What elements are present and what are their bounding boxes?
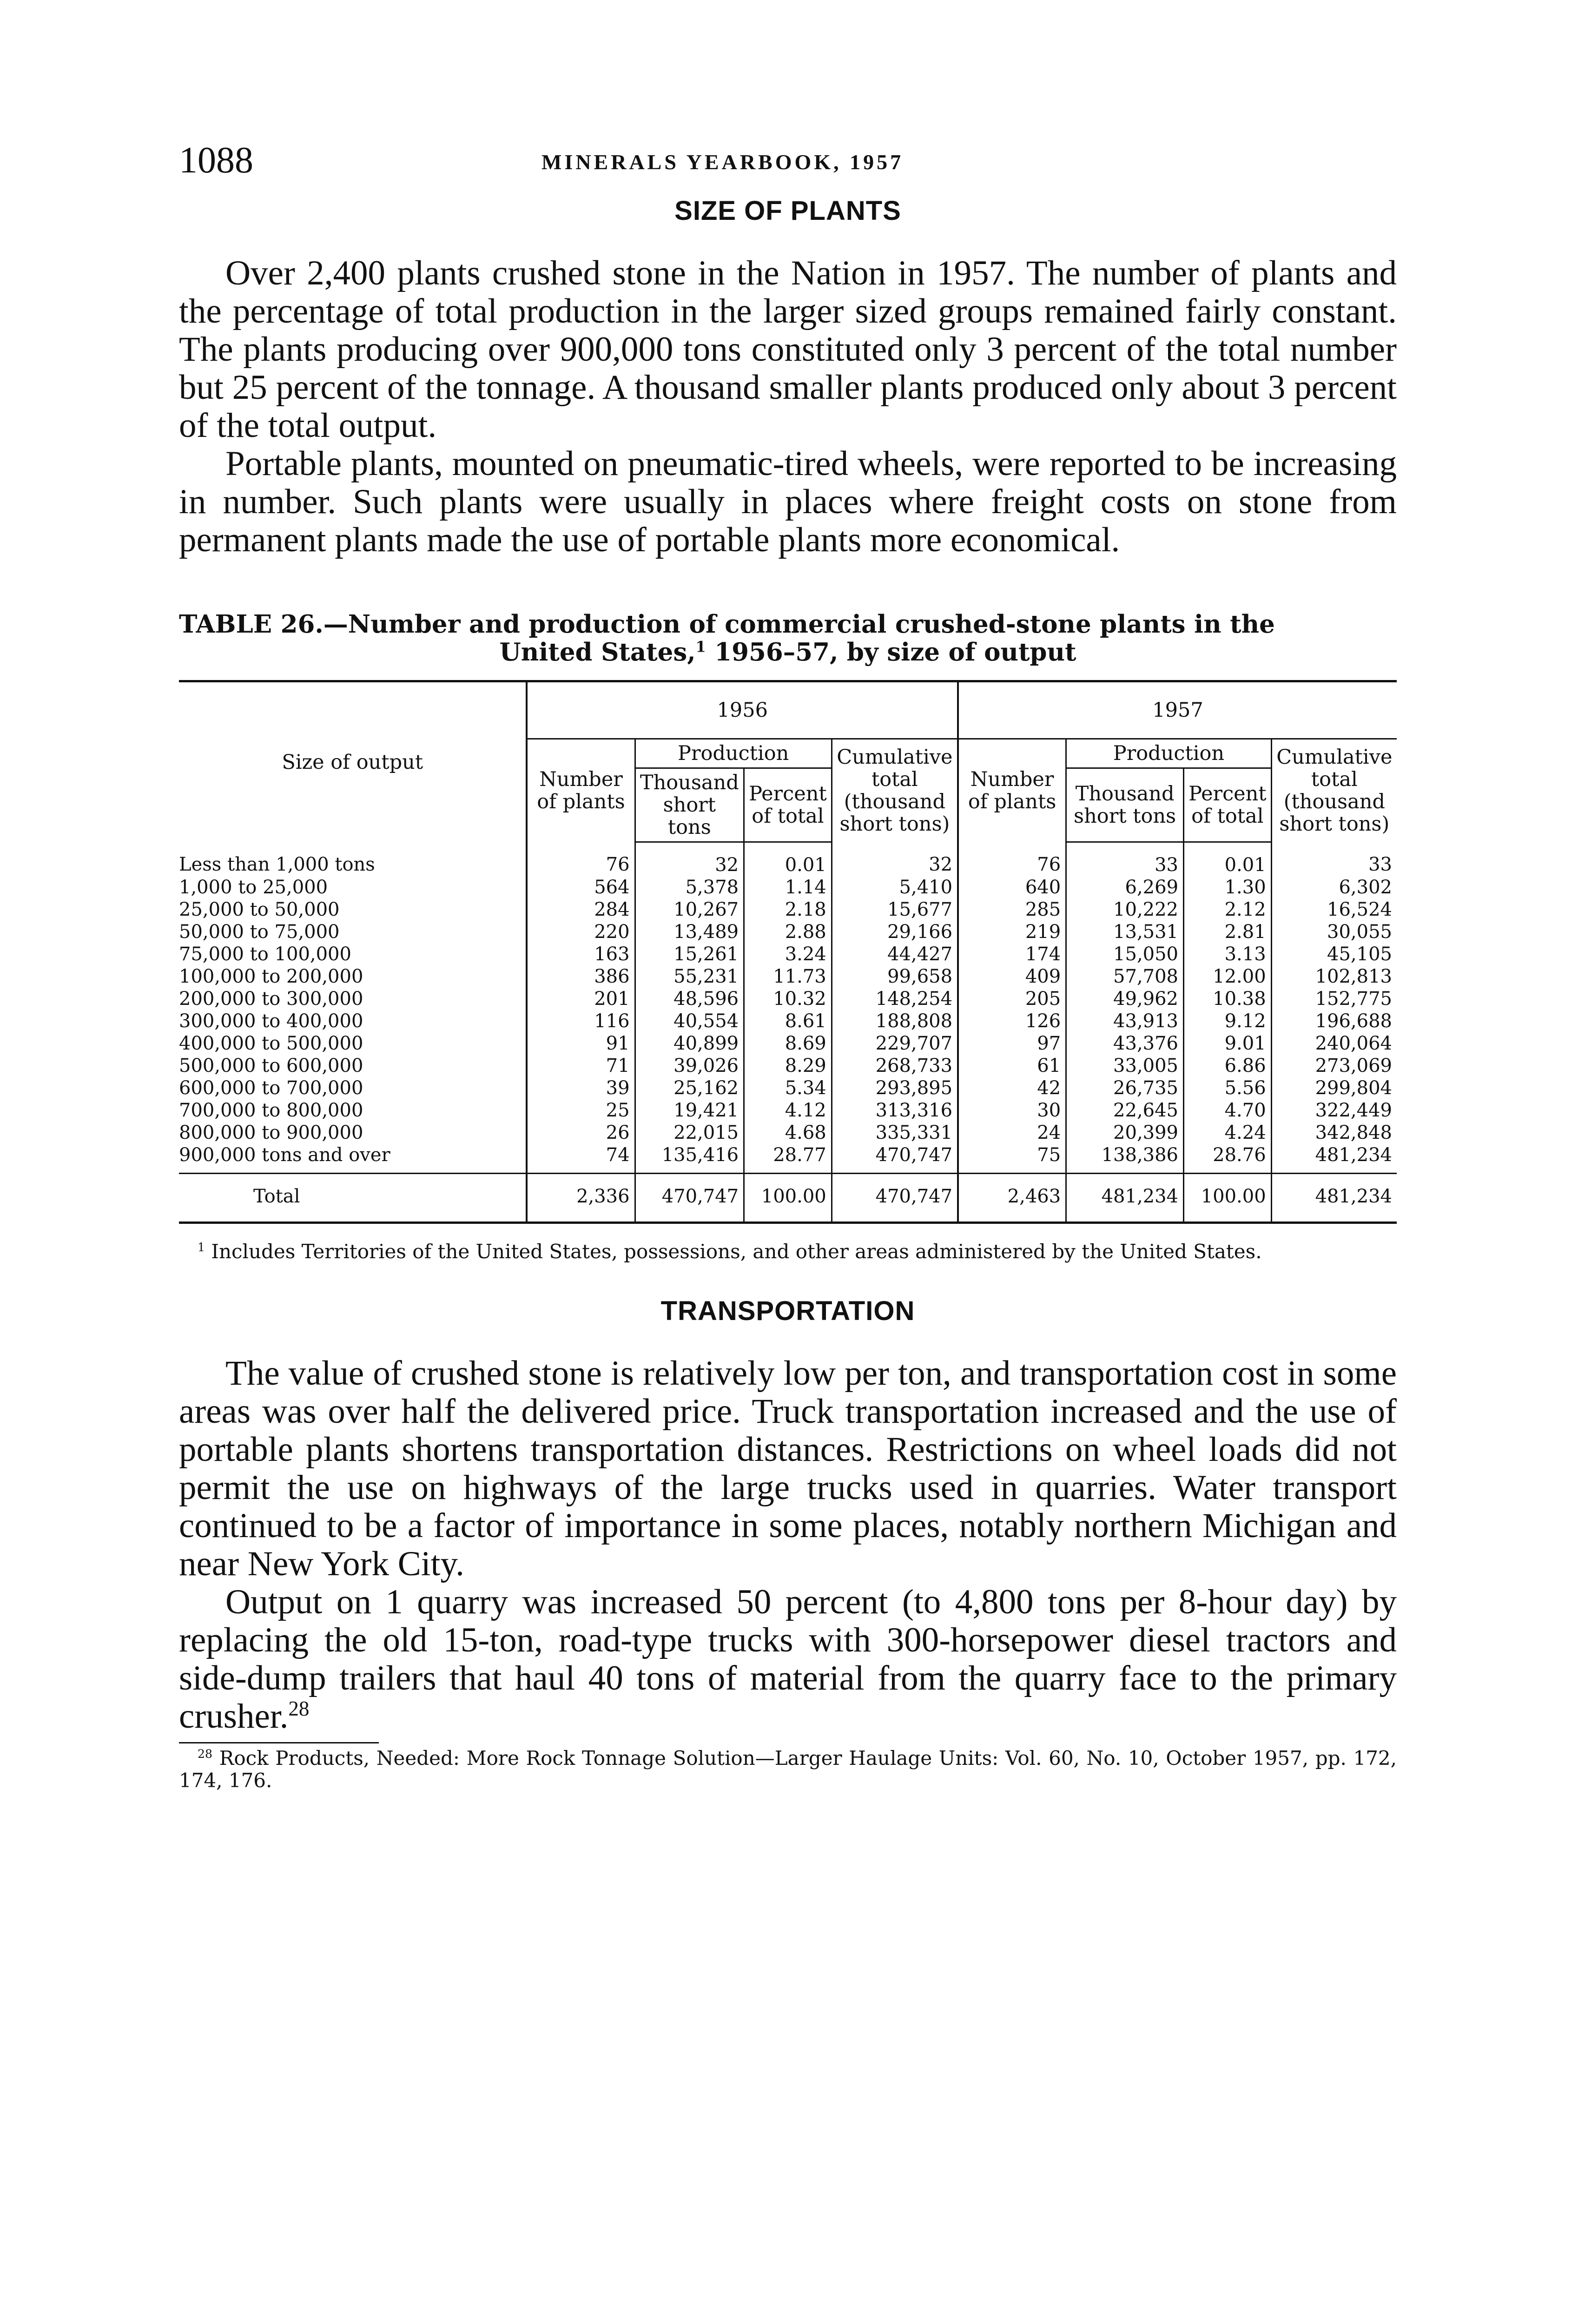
cell-t56: 40,899 — [635, 1032, 744, 1055]
cell-p57: 28.76 — [1184, 1144, 1272, 1174]
total-label: Total — [179, 1174, 527, 1223]
cell-c56: 32 — [832, 842, 958, 877]
cell-p57: 0.01 — [1184, 842, 1272, 877]
cell-p56: 8.61 — [744, 1010, 832, 1032]
row-label: 600,000 to 700,000 — [179, 1077, 363, 1099]
cell-n57: 640 — [958, 876, 1066, 898]
cell-p56: 4.68 — [744, 1122, 832, 1144]
table-caption-footnote-mark: 1 — [695, 638, 706, 656]
cell-n57: 75 — [958, 1144, 1066, 1174]
cell-n56: 76 — [527, 842, 635, 877]
table-row — [179, 1055, 1397, 1077]
cell-t56: 5,378 — [635, 876, 744, 898]
cell-n56: 284 — [527, 898, 635, 921]
cell-p57: 4.70 — [1184, 1099, 1272, 1122]
row-label: 100,000 to 200,000 — [179, 966, 363, 987]
cell-n57: 76 — [958, 842, 1066, 877]
cell-n57: 409 — [958, 965, 1066, 988]
cell-c57: 273,069 — [1271, 1055, 1397, 1077]
table-footnote — [179, 1241, 1397, 1263]
cell-t57: 10,222 — [1066, 898, 1184, 921]
table-row — [179, 876, 1397, 898]
running-title: MINERALS YEARBOOK, 1957 — [541, 150, 904, 174]
col-header-size-of-output: Size of output — [282, 750, 423, 774]
cell-t56: 48,596 — [635, 988, 744, 1010]
table-row — [179, 965, 1397, 988]
col-header-1957: 1957 — [958, 681, 1397, 739]
cell-p57: 9.12 — [1184, 1010, 1272, 1032]
running-head — [179, 139, 1397, 195]
row-label: 900,000 tons and over — [179, 1144, 390, 1166]
cell-n56: 116 — [527, 1010, 635, 1032]
row-label: 300,000 to 400,000 — [179, 1010, 363, 1032]
row-label: 1,000 to 25,000 — [179, 877, 328, 898]
section-heading-size-of-plants: SIZE OF PLANTS — [674, 196, 901, 226]
col-header-thousand-short-tons-1956: Thousand short tons — [635, 768, 744, 842]
cell-c57: 196,688 — [1271, 1010, 1397, 1032]
cell-p56: 3.24 — [744, 943, 832, 965]
footnote-reference: 28 — [288, 1697, 310, 1720]
table-row — [179, 1077, 1397, 1099]
cell-c56: 293,895 — [832, 1077, 958, 1099]
cell-t56: 15,261 — [635, 943, 744, 965]
cell-t57: 26,735 — [1066, 1077, 1184, 1099]
cell-n57: 205 — [958, 988, 1066, 1010]
col-header-cumulative-1957: Cumulative total (thousand short tons) — [1271, 739, 1397, 842]
cell-t56: 55,231 — [635, 965, 744, 988]
cell-t57: 33 — [1066, 842, 1184, 877]
cell-n56: 71 — [527, 1055, 635, 1077]
cell-n57: 126 — [958, 1010, 1066, 1032]
cell-p56: 0.01 — [744, 842, 832, 877]
cell-c56: 15,677 — [832, 898, 958, 921]
table-caption-line2a: United States, — [499, 638, 696, 667]
table-row — [179, 988, 1397, 1010]
cell-c56: 148,254 — [832, 988, 958, 1010]
cell-c56: 470,747 — [832, 1144, 958, 1174]
paragraph-text: Output on 1 quarry was increased 50 percent (to 4,800 tons per 8-hour day) by replacing the old 15-ton, road-type trucks with 300-horsepower diesel tractors and side-dump trailers that haul 40 tons of material from the quarry face to the primary crusher. — [179, 1583, 1397, 1736]
table-row — [179, 842, 1397, 877]
cell-c56: 99,658 — [832, 965, 958, 988]
cell-c57: 240,064 — [1271, 1032, 1397, 1055]
cell-n56: 564 — [527, 876, 635, 898]
cell-n57: 30 — [958, 1099, 1066, 1122]
paragraph: Portable plants, mounted on pneumatic-tired wheels, were reported to be increasing in number. Such plants were usually in places where freight costs on stone from permanent plants made the use of portable plants more economical. — [179, 444, 1397, 559]
cell-t57: 13,531 — [1066, 921, 1184, 943]
page-number: 1088 — [179, 140, 253, 181]
table-row — [179, 1010, 1397, 1032]
cell-c57: 16,524 — [1271, 898, 1397, 921]
cell-n57: 285 — [958, 898, 1066, 921]
cell-c57: 33 — [1271, 842, 1397, 877]
cell-n56: 220 — [527, 921, 635, 943]
cell-p57: 9.01 — [1184, 1032, 1272, 1055]
cell-n56: 91 — [527, 1032, 635, 1055]
cell-t56: 19,421 — [635, 1099, 744, 1122]
cell-n57: 24 — [958, 1122, 1066, 1144]
cell-t57: 22,645 — [1066, 1099, 1184, 1122]
cell-p56: 2.88 — [744, 921, 832, 943]
section-heading-transportation: TRANSPORTATION — [660, 1296, 915, 1326]
row-label: 500,000 to 600,000 — [179, 1055, 363, 1076]
cell-c57: 299,804 — [1271, 1077, 1397, 1099]
cell-c57: 45,105 — [1271, 943, 1397, 965]
cell-p57: 10.38 — [1184, 988, 1272, 1010]
cell-p56: 2.18 — [744, 898, 832, 921]
cell-n56: 163 — [527, 943, 635, 965]
total-t57: 481,234 — [1066, 1174, 1184, 1223]
cell-c57: 322,449 — [1271, 1099, 1397, 1122]
cell-p56: 28.77 — [744, 1144, 832, 1174]
table-row — [179, 921, 1397, 943]
cell-p57: 5.56 — [1184, 1077, 1272, 1099]
cell-t57: 33,005 — [1066, 1055, 1184, 1077]
table-row-total — [179, 1174, 1397, 1223]
cell-c56: 5,410 — [832, 876, 958, 898]
cell-t56: 32 — [635, 842, 744, 877]
page — [179, 139, 1397, 1792]
cell-c57: 481,234 — [1271, 1144, 1397, 1174]
footnote-divider — [179, 1742, 379, 1743]
col-header-production-1956: Production — [635, 739, 832, 768]
cell-c56: 229,707 — [832, 1032, 958, 1055]
table-row — [179, 898, 1397, 921]
table-row — [179, 1144, 1397, 1174]
cell-t56: 10,267 — [635, 898, 744, 921]
cell-p57: 3.13 — [1184, 943, 1272, 965]
cell-p57: 6.86 — [1184, 1055, 1272, 1077]
cell-c56: 268,733 — [832, 1055, 958, 1077]
table-footnote-text: Includes Territories of the United States, possessions, and other areas administered by the United States. — [211, 1240, 1262, 1263]
total-t56: 470,747 — [635, 1174, 744, 1223]
cell-n56: 25 — [527, 1099, 635, 1122]
col-header-percent-of-total-1956: Percent of total — [744, 768, 832, 842]
cell-p56: 8.29 — [744, 1055, 832, 1077]
total-c56: 470,747 — [832, 1174, 958, 1223]
row-label: 400,000 to 500,000 — [179, 1033, 363, 1054]
cell-c57: 6,302 — [1271, 876, 1397, 898]
table-row — [179, 1099, 1397, 1122]
cell-n56: 201 — [527, 988, 635, 1010]
table-caption-line1: TABLE 26.—Number and production of commercial crushed-stone plants in the — [179, 610, 1275, 639]
total-n56: 2,336 — [527, 1174, 635, 1223]
cell-p57: 12.00 — [1184, 965, 1272, 988]
cell-c57: 30,055 — [1271, 921, 1397, 943]
cell-p56: 5.34 — [744, 1077, 832, 1099]
cell-t56: 22,015 — [635, 1122, 744, 1144]
cell-c56: 188,808 — [832, 1010, 958, 1032]
cell-t57: 20,399 — [1066, 1122, 1184, 1144]
cell-p56: 11.73 — [744, 965, 832, 988]
total-p56: 100.00 — [744, 1174, 832, 1223]
table-body — [179, 842, 1397, 1174]
cell-t57: 57,708 — [1066, 965, 1184, 988]
col-header-number-of-plants-1957: Number of plants — [958, 739, 1066, 842]
cell-c56: 29,166 — [832, 921, 958, 943]
cell-n57: 61 — [958, 1055, 1066, 1077]
cell-t56: 25,162 — [635, 1077, 744, 1099]
paragraph — [179, 1583, 1397, 1736]
table-row — [179, 1032, 1397, 1055]
cell-c56: 313,316 — [832, 1099, 958, 1122]
cell-p56: 4.12 — [744, 1099, 832, 1122]
cell-n56: 39 — [527, 1077, 635, 1099]
col-header-cumulative-1956: Cumulative total (thousand short tons) — [832, 739, 958, 842]
cell-n56: 386 — [527, 965, 635, 988]
row-label: 200,000 to 300,000 — [179, 988, 363, 1010]
plants-table — [179, 680, 1397, 1224]
total-c57: 481,234 — [1271, 1174, 1397, 1223]
row-label: 75,000 to 100,000 — [179, 944, 351, 965]
cell-t57: 43,376 — [1066, 1032, 1184, 1055]
cell-t56: 13,489 — [635, 921, 744, 943]
table-caption-line2 — [179, 638, 1397, 666]
total-n57: 2,463 — [958, 1174, 1066, 1223]
cell-t57: 6,269 — [1066, 876, 1184, 898]
cell-t56: 39,026 — [635, 1055, 744, 1077]
col-header-production-1957: Production — [1066, 739, 1271, 768]
cell-n56: 74 — [527, 1144, 635, 1174]
cell-c56: 335,331 — [832, 1122, 958, 1144]
table-footnote-mark: 1 — [198, 1241, 205, 1254]
page-footnote — [179, 1747, 1397, 1792]
table-row — [179, 1122, 1397, 1144]
col-header-1956: 1956 — [527, 681, 958, 739]
cell-p56: 8.69 — [744, 1032, 832, 1055]
cell-p57: 1.30 — [1184, 876, 1272, 898]
row-label: 50,000 to 75,000 — [179, 921, 340, 943]
cell-t57: 15,050 — [1066, 943, 1184, 965]
total-p57: 100.00 — [1184, 1174, 1272, 1223]
paragraph: The value of crushed stone is relatively low per ton, and transportation cost in some areas was over half the delivered price. Truck transportation increased and the use of portable plants shortens transportation distances. Restrictions on wheel loads did not permit the use on highways of the large trucks used in quarries. Water transport continued to be a factor of importance in some places, notably northern Michigan and near New York City. — [179, 1354, 1397, 1583]
cell-n56: 26 — [527, 1122, 635, 1144]
table-caption — [179, 610, 1397, 666]
cell-t56: 40,554 — [635, 1010, 744, 1032]
cell-n57: 97 — [958, 1032, 1066, 1055]
row-label: 800,000 to 900,000 — [179, 1122, 363, 1143]
cell-p56: 1.14 — [744, 876, 832, 898]
row-label: Less than 1,000 tons — [179, 854, 375, 876]
paragraph: Over 2,400 plants crushed stone in the Nation in 1957. The number of plants and the percentage of total production in the larger sized groups remained fairly constant. The plants producing over 900,000 tons constituted only 3 percent of the total number but 25 percent of the tonnage. A thousand smaller plants produced only about 3 percent of the total output. — [179, 254, 1397, 445]
page-footnote-mark: 28 — [198, 1747, 213, 1761]
cell-c56: 44,427 — [832, 943, 958, 965]
row-label: 700,000 to 800,000 — [179, 1100, 363, 1121]
cell-c57: 152,775 — [1271, 988, 1397, 1010]
cell-p57: 2.81 — [1184, 921, 1272, 943]
cell-t57: 49,962 — [1066, 988, 1184, 1010]
cell-p56: 10.32 — [744, 988, 832, 1010]
col-header-thousand-short-tons-1957: Thousand short tons — [1066, 768, 1184, 842]
cell-t57: 138,386 — [1066, 1144, 1184, 1174]
cell-c57: 342,848 — [1271, 1122, 1397, 1144]
table-row — [179, 943, 1397, 965]
row-label: 25,000 to 50,000 — [179, 899, 340, 920]
cell-t56: 135,416 — [635, 1144, 744, 1174]
cell-p57: 4.24 — [1184, 1122, 1272, 1144]
cell-n57: 42 — [958, 1077, 1066, 1099]
cell-n57: 174 — [958, 943, 1066, 965]
page-footnote-text: Rock Products, Needed: More Rock Tonnage Solution—Larger Haulage Units: Vol. 60, No. 10, October 1957, pp. 172, 174, 176. — [179, 1747, 1397, 1792]
table-caption-line2b: 1956–57, by size of output — [706, 638, 1076, 667]
cell-c57: 102,813 — [1271, 965, 1397, 988]
col-header-number-of-plants-1956: Number of plants — [527, 739, 635, 842]
cell-t57: 43,913 — [1066, 1010, 1184, 1032]
col-header-percent-of-total-1957: Percent of total — [1184, 768, 1272, 842]
cell-n57: 219 — [958, 921, 1066, 943]
cell-p57: 2.12 — [1184, 898, 1272, 921]
